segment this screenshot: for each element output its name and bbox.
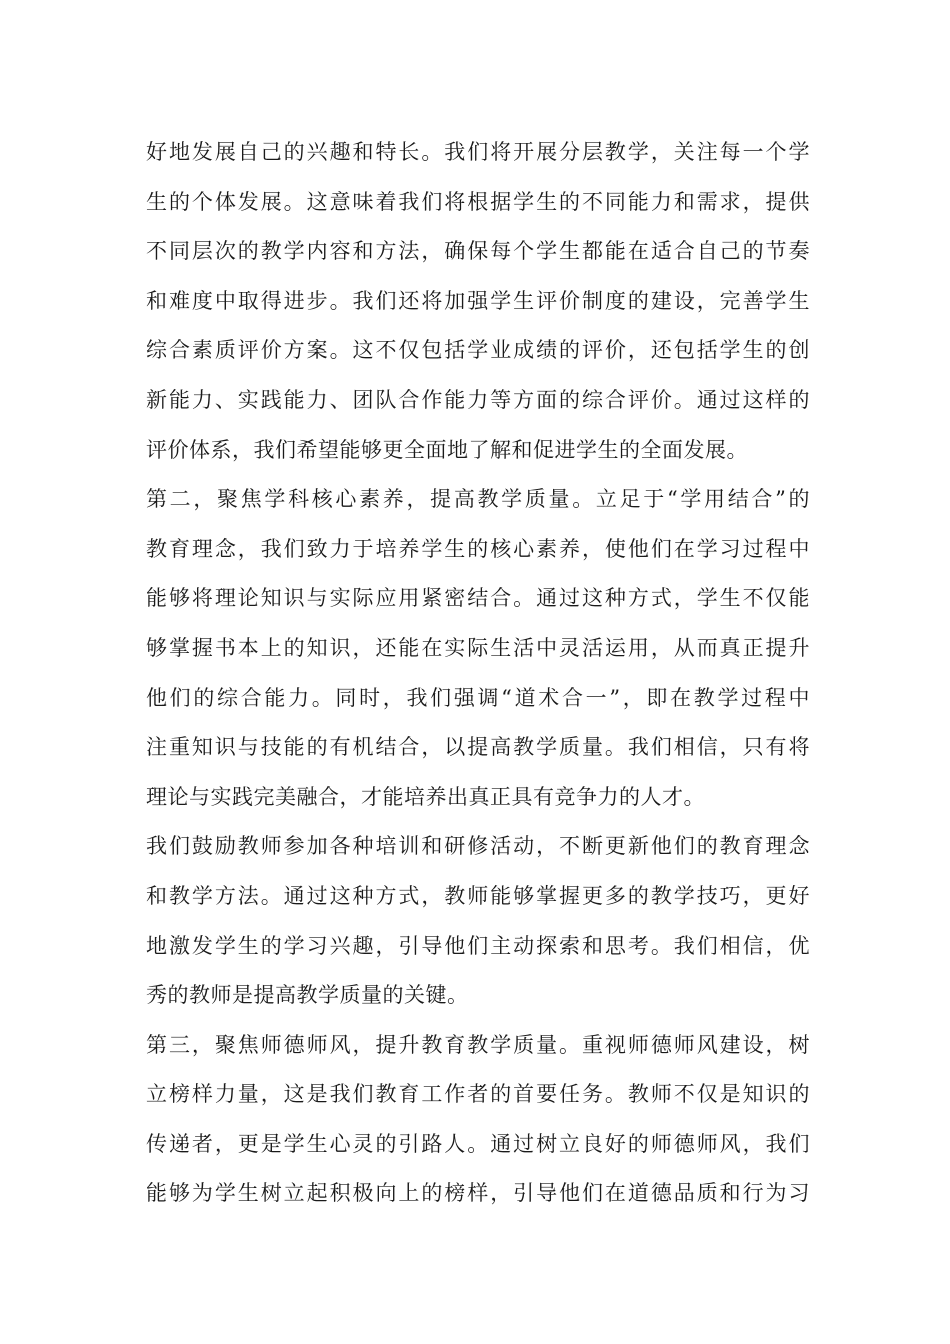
- text-line: 生的个体发展。这意味着我们将根据学生的不同能力和需求，提供: [146, 189, 810, 214]
- text-line: 综合素质评价方案。这不仅包括学业成绩的评价，还包括学生的创: [146, 338, 810, 363]
- text-line: 第二，聚焦学科核心素养，提高教学质量。立足于“学用结合”的: [146, 487, 810, 512]
- text-line: 不同层次的教学内容和方法，确保每个学生都能在适合自己的节奏: [146, 239, 810, 264]
- text-line: 够掌握书本上的知识，还能在实际生活中灵活运用，从而真正提升: [146, 635, 810, 660]
- text-line: 能够将理论知识与实际应用紧密结合。通过这种方式，学生不仅能: [146, 586, 810, 611]
- text-line: 秀的教师是提高教学质量的关键。: [146, 983, 469, 1008]
- text-line: 我们鼓励教师参加各种培训和研修活动，不断更新他们的教育理念: [146, 834, 810, 859]
- text-line: 理论与实践完美融合，才能培养出真正具有竞争力的人才。: [146, 784, 705, 809]
- text-line: 立榜样力量，这是我们教育工作者的首要任务。教师不仅是知识的: [146, 1082, 810, 1107]
- text-line: 第三，聚焦师德师风，提升教育教学质量。重视师德师风建设，树: [146, 1032, 810, 1057]
- text-line: 和教学方法。通过这种方式，教师能够掌握更多的教学技巧，更好: [146, 883, 810, 908]
- text-line: 评价体系，我们希望能够更全面地了解和促进学生的全面发展。: [146, 437, 748, 462]
- text-line: 他们的综合能力。同时，我们强调“道术合一”，即在教学过程中: [146, 685, 810, 710]
- text-line: 注重知识与技能的有机结合，以提高教学质量。我们相信，只有将: [146, 735, 810, 760]
- text-line: 能够为学生树立起积极向上的榜样，引导他们在道德品质和行为习: [146, 1181, 810, 1206]
- text-line: 教育理念，我们致力于培养学生的核心素养，使他们在学习过程中: [146, 536, 810, 561]
- text-line: 好地发展自己的兴趣和特长。我们将开展分层教学，关注每一个学: [146, 140, 810, 164]
- body-text: [146, 128, 810, 1219]
- text-line: 传递者，更是学生心灵的引路人。通过树立良好的师德师风，我们: [146, 1131, 810, 1156]
- text-line: 新能力、实践能力、团队合作能力等方面的综合评价。通过这样的: [146, 387, 810, 412]
- text-line: 地激发学生的学习兴趣，引导他们主动探索和思考。我们相信，优: [146, 933, 810, 958]
- text-line: 和难度中取得进步。我们还将加强学生评价制度的建设，完善学生: [146, 288, 810, 313]
